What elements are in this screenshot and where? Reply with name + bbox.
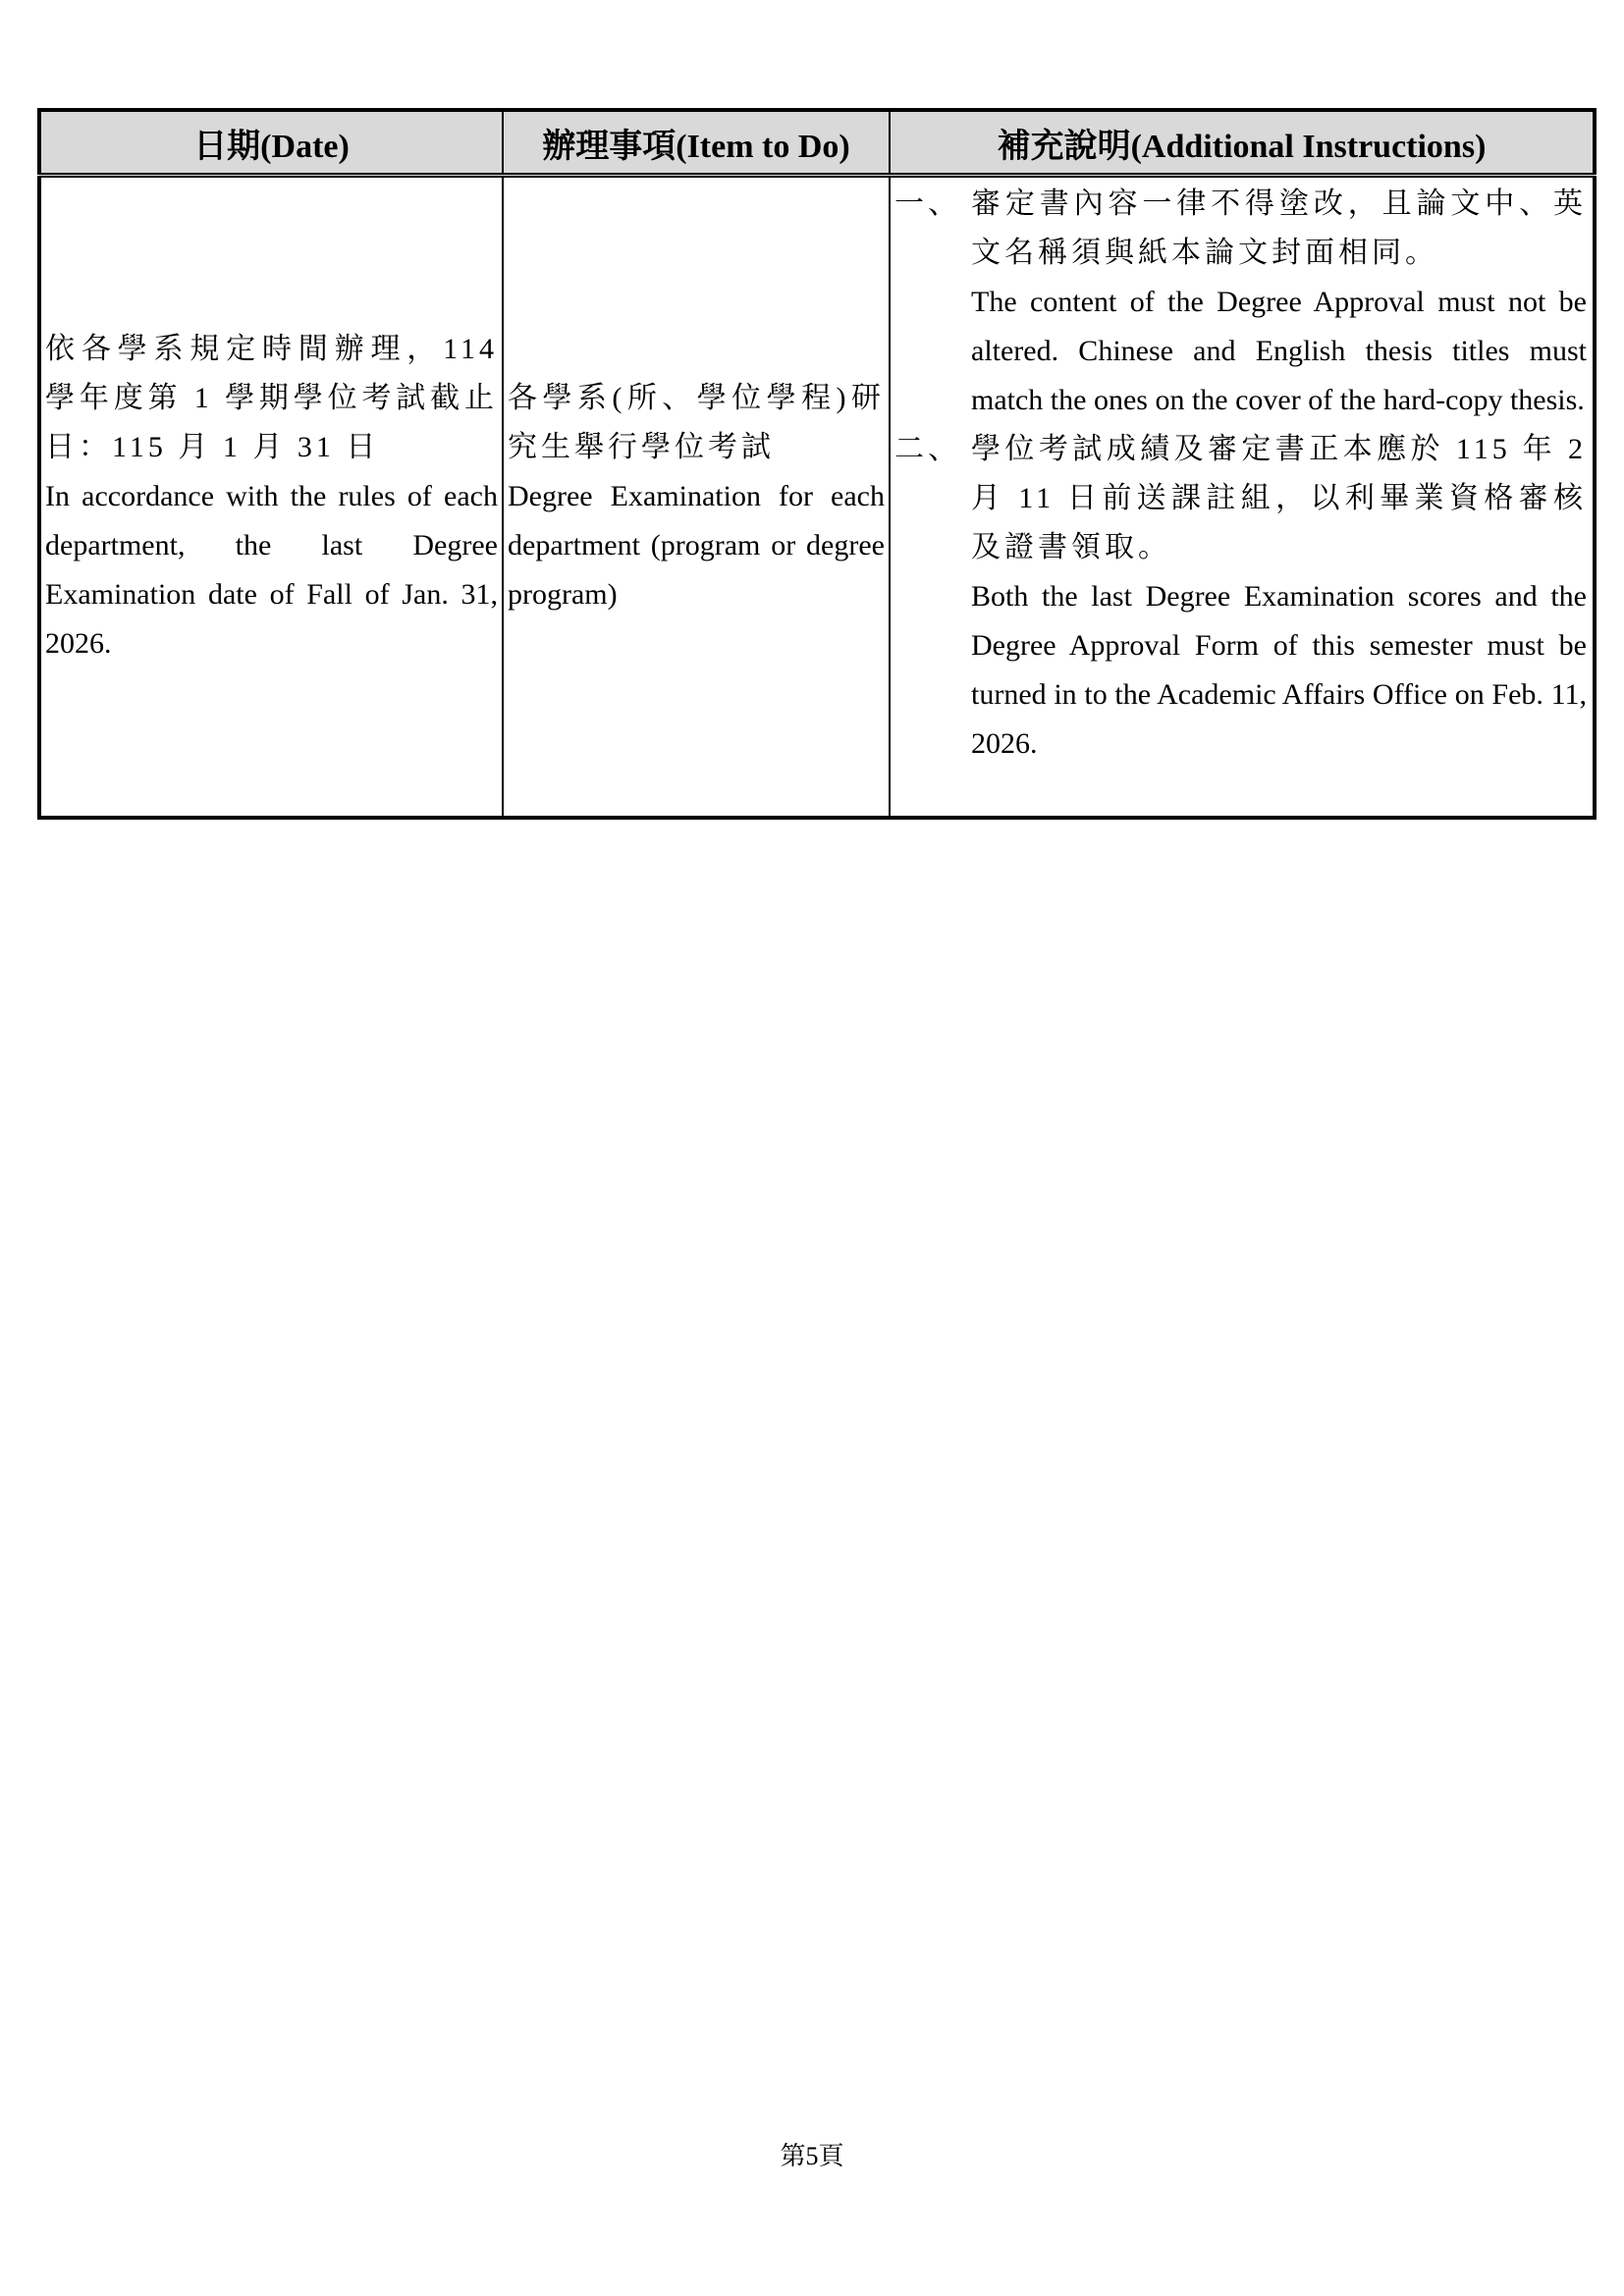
instruction-marker: 二、 [894,433,961,465]
cell-item-to-do [503,176,890,819]
schedule-table [37,108,1597,820]
instruction-item [894,425,1587,769]
date-text-zh: 依各學系規定時間辦理，114 學年度第 1 學期學位考試截止日：115 月 1 月 31 日 [45,333,498,463]
item-text-zh: 各學系(所、學位學程)研究生舉行學位考試 [508,382,885,463]
header-item-to-do: 辦理事項(Item to Do) [503,110,890,176]
cell-additional-instructions [890,176,1595,819]
instruction-text-zh: 審定書內容一律不得塗改，且論文中、英文名稱須與紙本論文封面相同。 [971,187,1587,269]
cell-date [39,176,503,819]
header-date: 日期(Date) [39,110,503,176]
instruction-text-en: Both the last Degree Examination scores and the Degree Approval Form of this semester must be turned in to the Academic Affairs Office on Feb. 11, 2026. [971,580,1587,760]
header-additional-instructions: 補充說明(Additional Instructions) [890,110,1595,176]
item-text-en: Degree Examination for each department (program or degree program) [508,480,885,611]
table-header-row [39,110,1595,176]
instruction-marker: 一、 [894,187,961,220]
instruction-text-en: The content of the Degree Approval must not be altered. Chinese and English thesis titles must match the ones on the cover of the hard-copy thesis. [971,286,1587,416]
instruction-text-zh: 學位考試成績及審定書正本應於 115 年 2 月 11 日前送課註組，以利畢業資格審核及證書領取。 [971,433,1587,563]
date-text-en: In accordance with the rules of each department, the last Degree Examination date of Fall of Jan. 31, 2026. [45,480,498,660]
page-number: 第5頁 [780,2142,844,2170]
table-row [39,176,1595,819]
instruction-item [894,180,1587,425]
